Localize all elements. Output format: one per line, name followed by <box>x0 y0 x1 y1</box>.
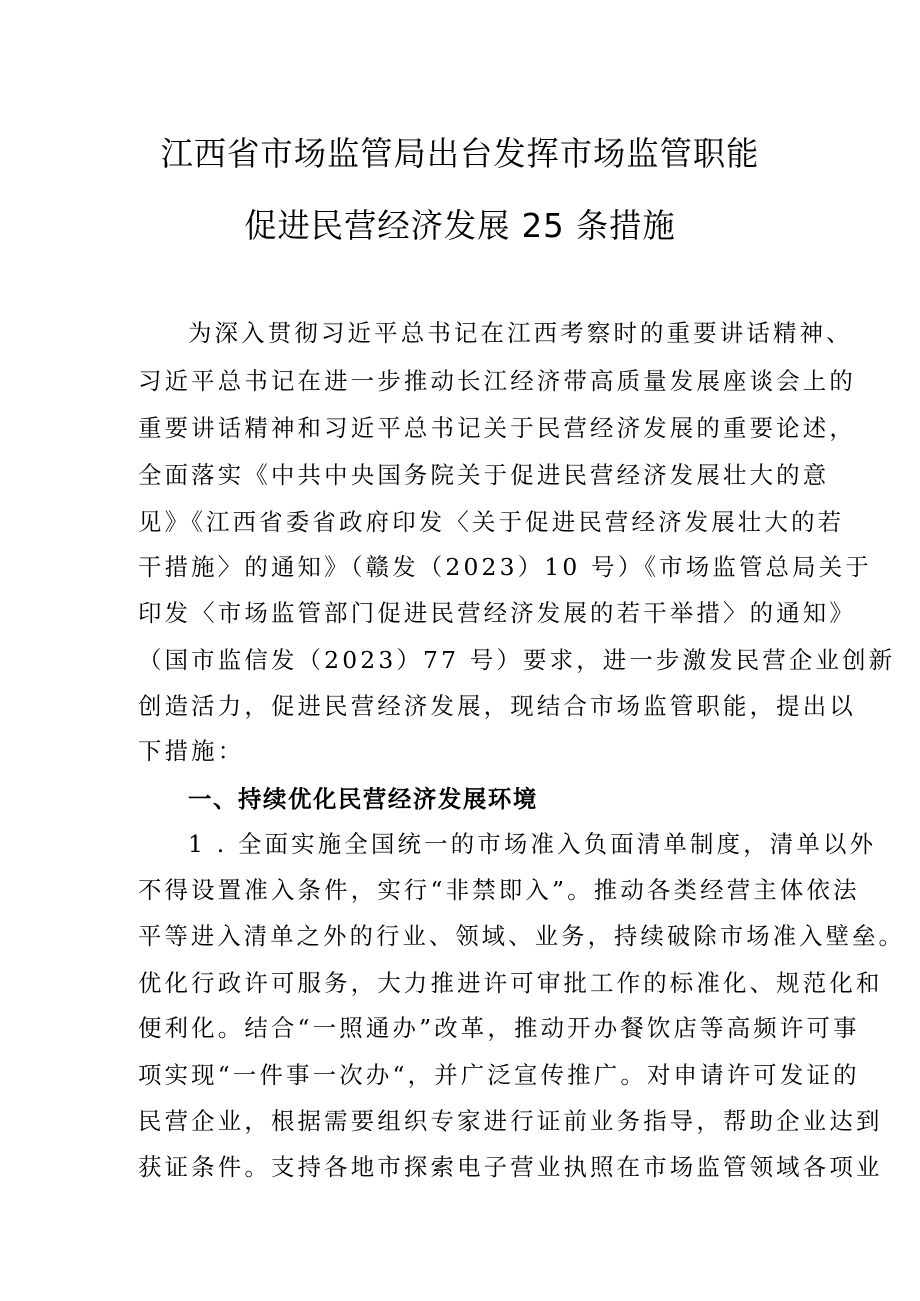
intro-line-10: 下措施： <box>138 737 245 765</box>
intro-line-5: 见》《江西省委省政府印发〈关于促进民营经济发展壮大的若 <box>138 508 845 536</box>
item1-line-3: 平等进入清单之外的行业、领域、业务，持续破除市场准入壁垒。 <box>138 922 905 950</box>
section-heading: 一、持续优化民营经济发展环境 <box>188 785 538 813</box>
item1-line-8: 获证条件。支持各地市探索电子营业执照在市场监管领域各项业 <box>138 1153 883 1181</box>
intro-line-9: 创造活力，促进民营经济发展，现结合市场监管职能，提出以 <box>138 692 856 720</box>
title-line-1: 江西省市场监管局出台发挥市场监管职能 <box>160 134 760 173</box>
item1-line-2: 不得设置准入条件，实行“非禁即入”。推动各类经营主体依法 <box>138 876 860 904</box>
item1-line-5: 便利化。结合“一照通办”改革，推动开办餐饮店等高频许可事 <box>138 1014 860 1042</box>
intro-line-7: 印发〈市场监管部门促进民营经济发展的若干举措〉的通知》 <box>138 599 856 627</box>
intro-line-3: 重要讲话精神和习近平总书记关于民营经济发展的重要论述， <box>138 414 856 442</box>
intro-line-2: 习近平总书记在进一步推动长江经济带高质量发展座谈会上的 <box>138 367 856 395</box>
intro-line-6: 干措施〉的通知》（赣发（2023）10 号）《市场监管总局关于 <box>138 553 872 581</box>
item1-line-7: 民营企业，根据需要组织专家进行证前业务指导，帮助企业达到 <box>138 1107 883 1135</box>
intro-line-8: （国市监信发（2023）77 号）要求，进一步激发民营企业创新 <box>138 646 896 674</box>
intro-line-1: 为深入贯彻习近平总书记在江西考察时的重要讲话精神、 <box>188 319 853 347</box>
title-line-2: 促进民营经济发展 25 条措施 <box>244 206 676 245</box>
item1-line-4: 优化行政许可服务，大力推进许可审批工作的标准化、规范化和 <box>138 969 883 997</box>
intro-line-4: 全面落实《中共中央国务院关于促进民营经济发展壮大的意 <box>138 461 830 489</box>
item1-line-6: 项实现“一件事一次办“，并广泛宣传推广。对申请许可发证的 <box>138 1061 860 1089</box>
item1-line-1: 1 . 全面实施全国统一的市场准入负面清单制度，清单以外 <box>188 830 877 858</box>
